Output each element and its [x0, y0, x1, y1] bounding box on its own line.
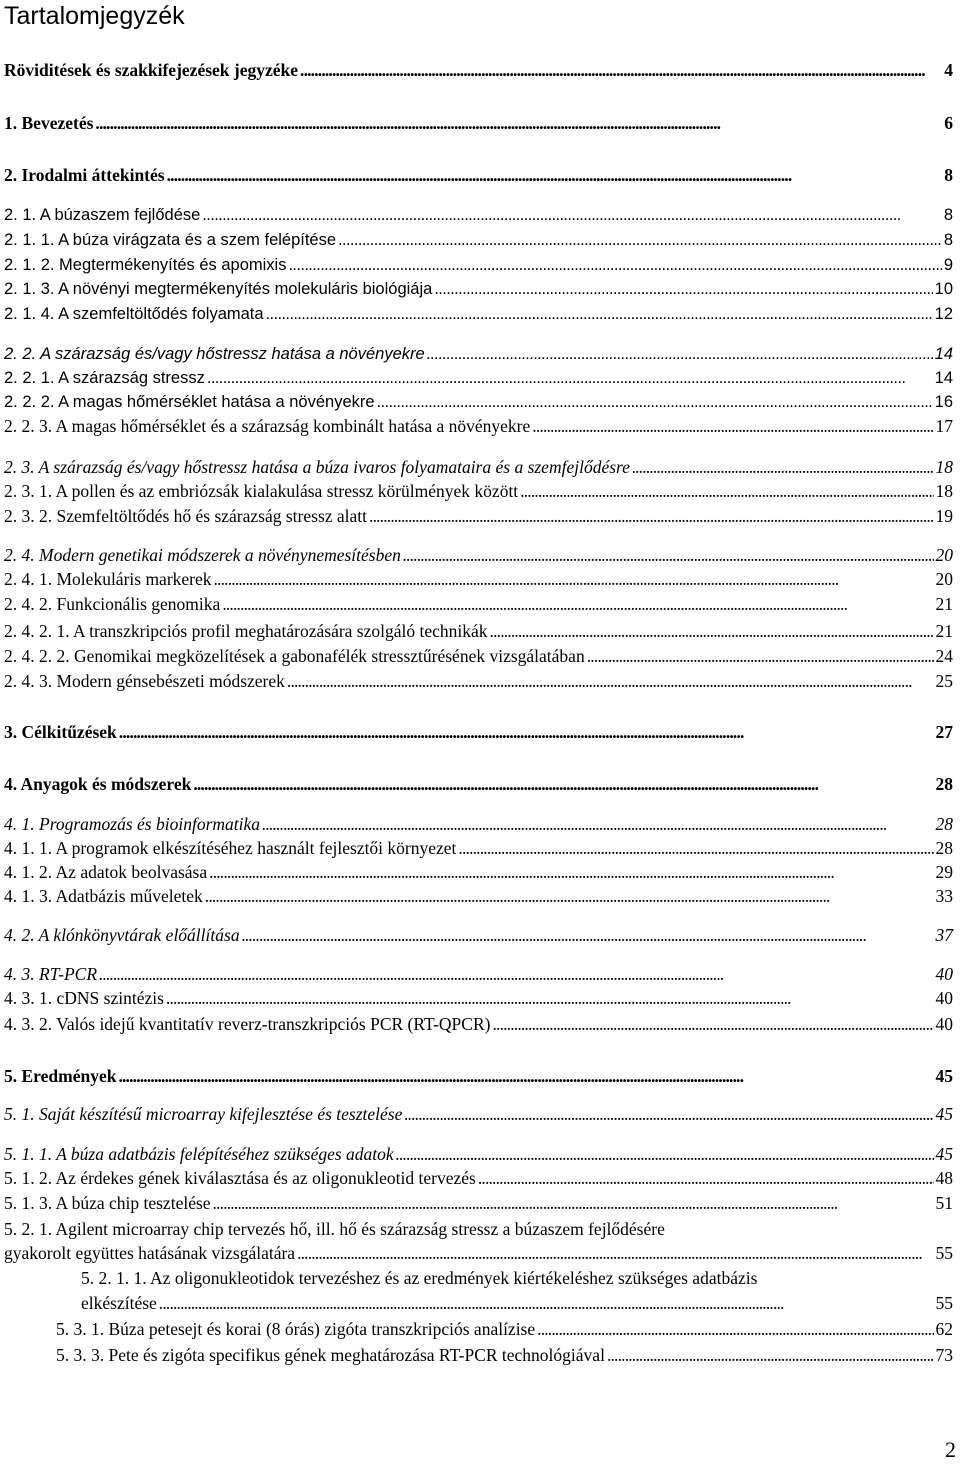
- toc-entry-page: 51: [935, 1193, 953, 1213]
- toc-entry-text: 2. 1. 2. Megtermékenyítés és apomixis: [4, 256, 287, 274]
- toc-entry-text: 4. 1. 2. Az adatok beolvasása: [4, 862, 208, 882]
- dot-leader: [607, 1343, 934, 1367]
- dot-leader: [207, 366, 933, 390]
- dot-leader: [119, 720, 934, 744]
- toc-entry-text: 5. 1. 1. A búza adatbázis felépítéséhez szükséges adatok: [4, 1144, 394, 1164]
- toc-entry-text: 2. 2. 1. A szárazság stressz: [4, 369, 205, 387]
- toc-entry-text: 2. 4. 2. 1. A transzkripciós profil meghatározására szolgáló technikák: [4, 621, 488, 641]
- toc-entry-page: 28: [935, 838, 953, 858]
- toc-entry-page: 28: [935, 814, 953, 834]
- toc-entry-text: 4. 3. 1. cDNS szintézis: [4, 988, 164, 1008]
- toc-entry[interactable]: [4, 302, 953, 326]
- dot-leader: [587, 644, 934, 668]
- dot-leader: [520, 479, 933, 503]
- dot-leader: [434, 277, 932, 301]
- page-number: 2: [945, 1437, 956, 1462]
- toc-entry-text: 2. 3. 2. Szemfeltöltődés hő és szárazság stressz alatt: [4, 506, 368, 526]
- toc-entry-text: 5. 3. 1. Búza petesejt és korai (8 órás) zigóta transzkripciós analízise: [56, 1319, 536, 1339]
- toc-entry-page: 25: [935, 671, 953, 691]
- toc-entry[interactable]: [4, 1166, 953, 1190]
- toc-entry-text-line1[interactable]: 5. 2. 1. 1. Az oligonukleotidok tervezéshez és az eredmények kiértékeléshez szükséges adatbázis: [81, 1268, 758, 1288]
- toc-entry[interactable]: [4, 669, 953, 693]
- toc-entry-text: 1. Bevezetés: [4, 113, 94, 133]
- toc-entry[interactable]: [4, 58, 953, 82]
- toc-entry[interactable]: [4, 277, 953, 301]
- dot-leader: [490, 619, 934, 643]
- toc-entry-page: 62: [935, 1319, 953, 1339]
- toc-entry[interactable]: [4, 1191, 953, 1215]
- toc-entry[interactable]: [4, 592, 953, 616]
- toc-entry-text: 4. 3. RT-PCR: [4, 964, 98, 984]
- toc-entry-page: 18: [935, 481, 953, 501]
- toc-entry-text: 5. 1. 3. A búza chip tesztelése: [4, 1193, 211, 1213]
- dot-leader: [159, 1291, 934, 1315]
- toc-entry-text: 4. 1. 1. A programok elkészítéséhez használt fejlesztői környezet: [4, 838, 457, 858]
- toc-entry-page: 4: [944, 60, 953, 80]
- toc-entry-page: 17: [935, 416, 953, 436]
- dot-leader: [300, 58, 942, 82]
- toc-entry-page: 8: [943, 206, 953, 224]
- toc-entry[interactable]: [56, 1343, 953, 1367]
- toc-entry-text: elkészítése: [81, 1293, 157, 1313]
- dot-leader: [288, 253, 941, 277]
- toc-entry[interactable]: [4, 567, 953, 591]
- toc-entry-page: 33: [935, 886, 953, 906]
- dot-leader: [478, 1166, 934, 1190]
- toc-entry[interactable]: [4, 163, 953, 187]
- toc-entry-text: 4. 3. 2. Valós idejű kvantitatív reverz-transzkripciós PCR (RT-QPCR): [4, 1014, 491, 1034]
- dot-leader: [297, 1241, 933, 1265]
- toc-entry[interactable]: [4, 203, 953, 227]
- toc-entry[interactable]: [4, 414, 953, 438]
- toc-entry-page: 24: [935, 646, 953, 666]
- dot-leader: [377, 390, 933, 414]
- toc-entry[interactable]: [4, 1241, 953, 1265]
- page-title: Tartalomjegyzék: [4, 2, 185, 30]
- toc-entry-page: 20: [935, 545, 953, 565]
- toc-entry-page: 14: [934, 345, 953, 363]
- dot-leader: [95, 111, 942, 135]
- dot-leader: [338, 228, 942, 252]
- toc-entry[interactable]: [4, 812, 953, 836]
- dot-leader: [222, 592, 933, 616]
- toc-entry[interactable]: [4, 986, 953, 1010]
- dot-leader: [287, 669, 934, 693]
- toc-entry[interactable]: [4, 342, 953, 366]
- dot-leader: [632, 455, 934, 479]
- toc-entry[interactable]: [4, 962, 953, 986]
- toc-entry[interactable]: [4, 772, 953, 796]
- dot-leader: [403, 543, 934, 567]
- toc-entry-text: 2. 1. 1. A búza virágzata és a szem felépítése: [4, 231, 337, 249]
- toc-entry-page: 55: [935, 1293, 953, 1313]
- dot-leader: [458, 836, 933, 860]
- toc-entry-text: gyakorolt együttes hatásának vizsgálatára: [4, 1243, 296, 1263]
- toc-entry-page: 8: [943, 231, 953, 249]
- toc-entry[interactable]: [4, 228, 953, 252]
- toc-entry-page: 20: [935, 569, 953, 589]
- toc-entry-text: 4. 1. Programozás és bioinformatika: [4, 814, 261, 834]
- toc-entry-page: 73: [935, 1345, 953, 1365]
- toc-entry[interactable]: [4, 644, 953, 668]
- toc-entry-page: 21: [935, 621, 953, 641]
- toc-entry-text-line1[interactable]: 5. 2. 1. Agilent microarray chip tervezés hő, ill. hő és szárazság stressz a búzaszem fejlődésére: [4, 1219, 665, 1239]
- toc-entry[interactable]: [4, 1142, 953, 1166]
- toc-entry-text: 5. Eredmények: [4, 1066, 117, 1086]
- toc-entry[interactable]: [4, 860, 953, 884]
- toc-entry-text: 2. 4. 1. Molekuláris markerek: [4, 569, 212, 589]
- toc-entry-page: 16: [934, 393, 953, 411]
- toc-entry[interactable]: [4, 390, 953, 414]
- toc-entry[interactable]: [81, 1291, 953, 1315]
- toc-entry-page: 48: [935, 1168, 953, 1188]
- dot-leader: [266, 302, 933, 326]
- toc-entry[interactable]: [4, 111, 953, 135]
- toc-entry-text: 2. 4. 2. 2. Genomikai megközelítések a gabonafélék stressztűrésének vizsgálatában: [4, 646, 585, 666]
- toc-entry-page: 8: [944, 165, 953, 185]
- toc-entry-text: 2. 4. 2. Funkcionális genomika: [4, 594, 221, 614]
- dot-leader: [193, 772, 933, 796]
- toc-entry-text: 2. 3. A szárazság és/vagy hőstressz hatása a búza ivaros folyamataira és a szemfejlődésre: [4, 457, 630, 477]
- toc-entry[interactable]: [4, 366, 953, 390]
- toc-entry-text: 2. 4. Modern genetikai módszerek a növénynemesítésben: [4, 545, 401, 565]
- dot-leader: [166, 986, 934, 1010]
- toc-entry-page: 6: [944, 113, 953, 133]
- toc-entry-text: 2. 2. 3. A magas hőmérséklet és a szárazság kombinált hatása a növényekre: [4, 416, 531, 436]
- toc-entry-page: 29: [935, 862, 953, 882]
- toc-entry[interactable]: [4, 455, 953, 479]
- toc-entry-text: 2. 4. 3. Modern génsebészeti módszerek: [4, 671, 285, 691]
- dot-leader: [532, 414, 933, 438]
- toc-entry-page: 9: [943, 256, 953, 274]
- toc-entry-text: 5. 1. Saját készítésű microarray kifejlesztése és tesztelése: [4, 1104, 403, 1124]
- toc-entry-text: 3. Célkitűzések: [4, 722, 117, 742]
- toc-entry-page: 40: [935, 988, 953, 1008]
- toc-entry-text: 2. 1. A búzaszem fejlődése: [4, 206, 201, 224]
- toc-entry-page: 27: [935, 722, 953, 742]
- toc-entry-text: 2. 2. 2. A magas hőmérséklet hatása a növényekre: [4, 393, 375, 411]
- toc-entry[interactable]: [4, 923, 953, 947]
- toc-entry-text: 2. 3. 1. A pollen és az embriózsák kialakulása stressz körülmények között: [4, 481, 519, 501]
- toc-entry-page: 21: [935, 594, 953, 614]
- dot-leader: [214, 567, 934, 591]
- toc-entry-text: 4. 1. 3. Adatbázis műveletek: [4, 886, 203, 906]
- toc-entry-page: 19: [935, 506, 953, 526]
- dot-leader: [369, 504, 933, 528]
- toc-entry-text: Röviditések és szakkifejezések jegyzéke: [4, 60, 299, 80]
- dot-leader: [537, 1317, 933, 1341]
- toc-entry-text: 5. 1. 2. Az érdekes gének kiválasztása és az oligonukleotid tervezés: [4, 1168, 476, 1188]
- toc-entry-page: 12: [934, 305, 953, 323]
- toc-entry-text: 5. 3. 3. Pete és zigóta specifikus gének meghatározása RT-PCR technológiával: [56, 1345, 605, 1365]
- dot-leader: [427, 342, 933, 366]
- toc-entry[interactable]: [4, 1102, 953, 1126]
- toc-entry[interactable]: [4, 836, 953, 860]
- toc-entry[interactable]: [56, 1317, 953, 1341]
- toc-entry-page: 40: [935, 1014, 953, 1034]
- toc-entry-page: 14: [934, 369, 953, 387]
- dot-leader: [99, 962, 933, 986]
- dot-leader: [404, 1102, 933, 1126]
- dot-leader: [202, 203, 942, 227]
- toc-entry[interactable]: [4, 479, 953, 503]
- dot-leader: [492, 1012, 933, 1036]
- toc-entry[interactable]: [4, 253, 953, 277]
- toc-entry[interactable]: [4, 504, 953, 528]
- toc-entry[interactable]: [4, 619, 953, 643]
- toc-entry-page: 45: [935, 1066, 953, 1086]
- toc-entry-text: 2. Irodalmi áttekintés: [4, 165, 165, 185]
- toc-entry-page: 37: [935, 925, 953, 945]
- toc-entry-text: 4. Anyagok és módszerek: [4, 774, 192, 794]
- toc-entry-page: 18: [935, 457, 953, 477]
- dot-leader: [262, 812, 933, 836]
- toc-entry-page: 40: [935, 964, 953, 984]
- dot-leader: [118, 1064, 933, 1088]
- dot-leader: [209, 860, 933, 884]
- dot-leader: [396, 1142, 934, 1166]
- toc-entry-text: 2. 1. 3. A növényi megtermékenyítés molekuláris biológiája: [4, 280, 433, 298]
- toc-entry-page: 45: [935, 1104, 953, 1124]
- dot-leader: [167, 163, 943, 187]
- toc-entry-page: 55: [935, 1243, 953, 1263]
- dot-leader: [242, 923, 934, 947]
- toc-entry-text: 2. 2. A szárazság és/vagy hőstressz hatása a növényekre: [4, 345, 425, 363]
- toc-entry[interactable]: [4, 1012, 953, 1036]
- toc-entry-page: 10: [934, 280, 953, 298]
- toc-entry-text: 2. 1. 4. A szemfeltöltődés folyamata: [4, 305, 264, 323]
- toc-entry-text: 4. 2. A klónkönyvtárak előállítása: [4, 925, 240, 945]
- dot-leader: [205, 884, 934, 908]
- toc-entry[interactable]: [4, 884, 953, 908]
- toc-entry[interactable]: [4, 1064, 953, 1088]
- dot-leader: [213, 1191, 934, 1215]
- toc-entry-page: 28: [935, 774, 953, 794]
- toc-entry[interactable]: [4, 720, 953, 744]
- toc-entry[interactable]: [4, 543, 953, 567]
- toc-entry-page: 45: [935, 1144, 953, 1164]
